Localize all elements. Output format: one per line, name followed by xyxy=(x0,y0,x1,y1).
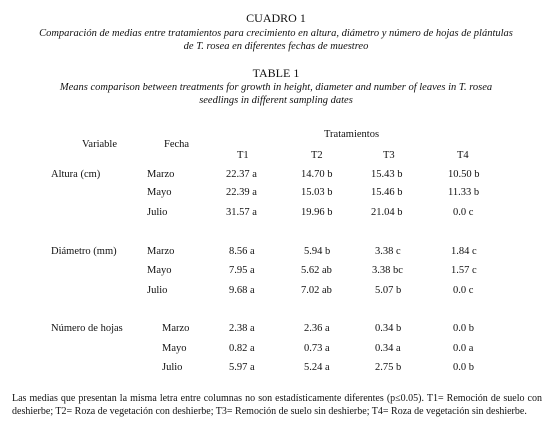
english-caption-line-1: Means comparison between treatments for growth in height, diameter and number of leaves in T. rosea xyxy=(59,82,493,93)
spanish-caption-line-1: Comparación de medias entre tratamientos para crecimiento en altura, diámetro y número de hojas de plántulas xyxy=(39,28,513,39)
cell-t1: 5.97 a xyxy=(229,362,255,373)
cell-t2: 5.24 a xyxy=(304,362,330,373)
row-fecha: Marzo xyxy=(162,323,190,334)
cell-t1: 0.82 a xyxy=(229,343,255,354)
cell-t1: 8.56 a xyxy=(229,246,255,257)
row-fecha: Julio xyxy=(162,362,183,373)
row-variable-label: Altura (cm) xyxy=(51,169,101,180)
cell-t3: 3.38 bc xyxy=(372,265,403,276)
cell-t3: 0.34 b xyxy=(375,323,402,334)
spanish-caption-line-2: de T. rosea en diferentes fechas de muestreo xyxy=(183,41,369,52)
cell-t4: 10.50 b xyxy=(448,169,480,180)
cell-t2: 15.03 b xyxy=(301,187,333,198)
row-fecha: Marzo xyxy=(147,169,175,180)
header-fecha: Fecha xyxy=(164,139,190,150)
english-table-title: TABLE 1 xyxy=(252,66,300,80)
cell-t3: 2.75 b xyxy=(375,362,402,373)
header-t4: T4 xyxy=(457,150,469,161)
header-t3: T3 xyxy=(383,150,395,161)
row-fecha: Julio xyxy=(147,207,168,218)
cell-t2: 2.36 a xyxy=(304,323,330,334)
spanish-table-title: CUADRO 1 xyxy=(246,11,306,25)
cell-t4: 0.0 b xyxy=(453,323,474,334)
cell-t3: 15.43 b xyxy=(371,169,403,180)
cell-t4: 1.57 c xyxy=(451,265,477,276)
cell-t1: 7.95 a xyxy=(229,265,255,276)
row-fecha: Marzo xyxy=(147,246,175,257)
row-fecha: Mayo xyxy=(162,343,187,354)
row-fecha: Julio xyxy=(147,285,168,296)
cell-t3: 5.07 b xyxy=(375,285,402,296)
table-footnote: Las medias que presentan la misma letra entre columnas no son estadísticamente diferentes (p≤0.05). T1= Remoción de suelo con deshierbe; T2= Roza de vegetación con deshierbe; T3= Remoción de suelo sin deshierbe; T4= Roza de vegetación sin deshierbe. xyxy=(12,393,542,417)
cell-t3: 21.04 b xyxy=(371,207,403,218)
cell-t2: 14.70 b xyxy=(301,169,333,180)
english-caption-line-2: seedlings in different sampling dates xyxy=(199,95,353,106)
cell-t2: 19.96 b xyxy=(301,207,333,218)
row-variable-label: Diámetro (mm) xyxy=(51,246,117,257)
cell-t1: 9.68 a xyxy=(229,285,255,296)
cell-t1: 22.37 a xyxy=(226,169,257,180)
row-fecha: Mayo xyxy=(147,187,172,198)
cell-t4: 0.0 c xyxy=(453,285,474,296)
cell-t2: 5.94 b xyxy=(304,246,331,257)
cell-t4: 0.0 a xyxy=(453,343,474,354)
row-variable-label: Número de hojas xyxy=(51,323,123,334)
cell-t2: 5.62 ab xyxy=(301,265,332,276)
row-fecha: Mayo xyxy=(147,265,172,276)
cell-t1: 22.39 a xyxy=(226,187,257,198)
cell-t4: 0.0 b xyxy=(453,362,474,373)
header-t1: T1 xyxy=(237,150,249,161)
cell-t2: 7.02 ab xyxy=(301,285,332,296)
cell-t2: 0.73 a xyxy=(304,343,330,354)
cell-t3: 3.38 c xyxy=(375,246,401,257)
header-tratamientos: Tratamientos xyxy=(324,129,380,140)
cell-t3: 0.34 a xyxy=(375,343,401,354)
cell-t4: 11.33 b xyxy=(448,187,480,198)
cell-t4: 0.0 c xyxy=(453,207,474,218)
header-t2: T2 xyxy=(311,150,323,161)
cell-t4: 1.84 c xyxy=(451,246,477,257)
cell-t1: 2.38 a xyxy=(229,323,255,334)
cell-t1: 31.57 a xyxy=(226,207,257,218)
cell-t3: 15.46 b xyxy=(371,187,403,198)
header-variable: Variable xyxy=(82,139,117,150)
